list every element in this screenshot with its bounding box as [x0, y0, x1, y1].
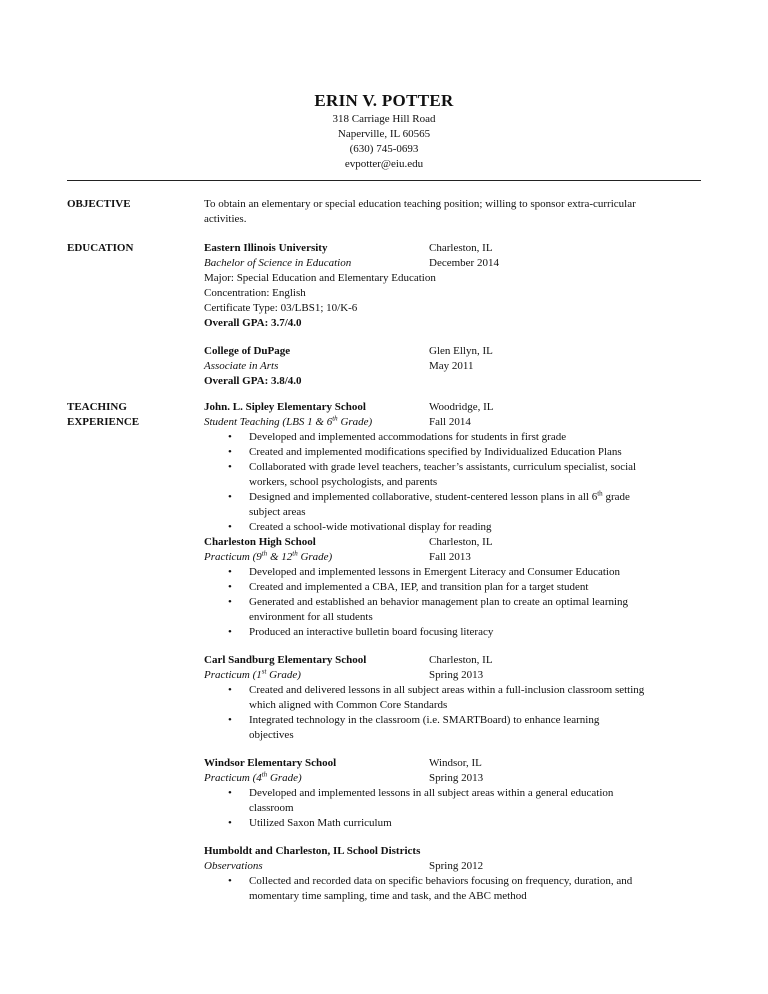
duty-text: Created and implemented modifications specified by Individualized Education Plans — [249, 446, 622, 458]
duty-text: Collaborated with grade level teachers, teacher’s assistants, curriculum specialist, social — [249, 461, 637, 473]
role — [204, 772, 302, 784]
duty-list — [204, 786, 704, 831]
term: Spring 2012 — [429, 860, 484, 872]
duty-text: momentary time sampling, time and task, and the ABC method — [249, 890, 527, 902]
experience-entry-sandburg — [204, 653, 704, 743]
duty-text: environment for all students — [249, 611, 373, 623]
role — [204, 669, 301, 681]
role-superscript: th — [261, 549, 268, 558]
school-name: Humboldt and Charleston, IL School Districts — [204, 845, 421, 857]
list-item: • Created a school-wide motivational display for reading — [228, 521, 492, 533]
education-content — [204, 241, 704, 402]
list-item: • Developed and implemented lessons in all subject areas within a general education classroom — [204, 786, 704, 816]
role-superscript: th — [332, 414, 338, 423]
duty-list — [204, 874, 704, 904]
school-name: Carl Sandburg Elementary School — [204, 654, 367, 666]
term: Spring 2013 — [429, 669, 484, 681]
duty-text: Developed and implemented lessons in all subject areas within a general education — [249, 787, 614, 799]
duty-text: grade — [602, 491, 630, 503]
school-location: Charleston, IL — [429, 654, 493, 666]
list-item: • Integrated technology in the classroom (i.e. SMARTBoard) to enhance learning objectives — [204, 713, 704, 743]
role-text: Student Teaching (LBS 1 & 6 — [204, 416, 333, 428]
duty-list — [204, 430, 704, 535]
duty-list — [204, 683, 704, 743]
phone-number: (630) 745-0693 — [349, 143, 419, 155]
duty-text: Created a school-wide motivational display for reading — [249, 521, 492, 533]
experience-entry-windsor — [204, 756, 704, 831]
duty-superscript: th — [597, 489, 603, 498]
objective-line: To obtain an elementary or special education teaching position; willing to sponsor extra-curricular — [204, 198, 636, 210]
role-text: Grade) — [266, 669, 301, 681]
role — [204, 416, 372, 428]
duty-text: which aligned with Common Core Standards — [249, 699, 448, 711]
degree: Associate in Arts — [204, 360, 279, 372]
term: Fall 2013 — [429, 551, 471, 563]
role-text: Practicum (1 — [204, 669, 262, 681]
school-location: Charleston, IL — [429, 536, 493, 548]
school-name: John. L. Sipley Elementary School — [204, 401, 366, 413]
list-item: • Collected and recorded data on specific behaviors focusing on frequency, duration, and momentary time sampling, time and task, and the ABC method — [204, 874, 704, 904]
school-location: Glen Ellyn, IL — [429, 345, 493, 357]
list-item: • Generated and established an behavior management plan to create an optimal learning environment for all students — [204, 595, 704, 625]
school-name: Charleston High School — [204, 536, 316, 548]
objective-label: OBJECTIVE — [67, 198, 131, 210]
role-text: & 12 — [267, 551, 293, 563]
term: Fall 2014 — [429, 416, 471, 428]
duty-text: objectives — [249, 729, 294, 741]
duty-text: classroom — [249, 802, 294, 814]
resume-header — [0, 90, 768, 172]
gpa: Overall GPA: 3.7/4.0 — [204, 317, 302, 329]
school-name: Eastern Illinois University — [204, 242, 328, 254]
duty-text: Developed and implemented accommodations for students in first grade — [249, 431, 567, 443]
graduation-date: December 2014 — [429, 257, 499, 269]
objective-text — [204, 197, 704, 227]
list-item: • Collaborated with grade level teachers, teacher’s assistants, curriculum specialist, social workers, school psychologists, and parents — [204, 460, 704, 490]
school-name: Windsor Elementary School — [204, 757, 337, 769]
duty-text: Created and implemented a CBA, IEP, and transition plan for a target student — [249, 581, 589, 593]
duty-text: Designed and implemented collaborative, student-centered lesson plans in all 6 — [249, 491, 598, 503]
email-address: evpotter@eiu.edu — [344, 158, 424, 170]
role-superscript: st — [261, 667, 267, 676]
list-item: • Utilized Saxon Math curriculum — [228, 817, 392, 829]
role: Observations — [204, 860, 263, 872]
experience-entry-humboldt — [204, 844, 704, 904]
list-item: • Designed and implemented collaborative, student-centered lesson plans in all 6th grade subject areas — [204, 490, 704, 520]
school-location: Woodridge, IL — [429, 401, 494, 413]
address-line-2: Naperville, IL 60565 — [337, 128, 431, 140]
role-superscript: th — [261, 770, 268, 779]
duty-text: workers, school psychologists, and parents — [249, 476, 438, 488]
duty-text: Produced an interactive bulletin board focusing literacy — [249, 626, 494, 638]
list-item: • Created and implemented a CBA, IEP, and transition plan for a target student — [228, 581, 589, 593]
list-item: • Created and delivered lessons in all subject areas within a full-inclusion classroom setting which aligned with Common Core Standards — [204, 683, 704, 713]
school-location: Windsor, IL — [429, 757, 482, 769]
role-text: Grade) — [337, 416, 373, 428]
duty-text: Generated and established an behavior management plan to create an optimal learning — [249, 596, 629, 608]
list-item: • Produced an interactive bulletin board focusing literacy — [228, 626, 494, 638]
school-location: Charleston, IL — [429, 242, 493, 254]
concentration: Concentration: English — [204, 287, 306, 299]
duty-text: subject areas — [249, 506, 306, 518]
address-line-1: 318 Carriage Hill Road — [332, 113, 436, 125]
duty-text: Created and delivered lessons in all subject areas within a full-inclusion classroom setting — [249, 684, 645, 696]
experience-label-line-1: TEACHING — [67, 401, 127, 413]
term: Spring 2013 — [429, 772, 484, 784]
education-label: EDUCATION — [67, 242, 134, 254]
duty-text: Collected and recorded data on specific behaviors focusing on frequency, duration, and — [249, 875, 633, 887]
certificate: Certificate Type: 03/LBS1; 10/K-6 — [204, 302, 358, 314]
experience-content — [204, 400, 704, 904]
school-name: College of DuPage — [204, 345, 291, 357]
duty-text: Integrated technology in the classroom (i.e. SMARTBoard) to enhance learning — [249, 714, 600, 726]
duty-list — [204, 565, 704, 640]
list-item: • Developed and implemented lessons in Emergent Literacy and Consumer Education — [228, 566, 620, 578]
role-superscript: th — [292, 549, 298, 558]
major: Major: Special Education and Elementary Education — [204, 272, 436, 284]
role-text: Grade) — [297, 551, 333, 563]
role-text: Grade) — [267, 772, 302, 784]
list-item: • Created and implemented modifications specified by Individualized Education Plans — [228, 446, 622, 458]
role — [204, 551, 332, 563]
gpa: Overall GPA: 3.8/4.0 — [204, 375, 302, 387]
duty-text: Developed and implemented lessons in Emergent Literacy and Consumer Education — [249, 566, 620, 578]
education-entry-cod — [204, 344, 704, 389]
graduation-date: May 2011 — [429, 360, 474, 372]
role-text: Practicum (4 — [204, 772, 262, 784]
experience-entry-sipley — [204, 400, 704, 535]
duty-text: Utilized Saxon Math curriculum — [249, 817, 392, 829]
objective-line: activities. — [204, 213, 247, 225]
role-text: Practicum (9 — [204, 551, 262, 563]
experience-entry-charleston-hs — [204, 535, 704, 640]
experience-label-line-2: EXPERIENCE — [67, 416, 140, 428]
experience-label — [67, 400, 197, 430]
header-divider — [67, 180, 701, 181]
candidate-name: ERIN V. POTTER — [314, 91, 454, 110]
list-item: • Developed and implemented accommodations for students in first grade — [228, 431, 567, 443]
degree: Bachelor of Science in Education — [204, 257, 352, 269]
education-entry-eiu — [204, 241, 704, 331]
